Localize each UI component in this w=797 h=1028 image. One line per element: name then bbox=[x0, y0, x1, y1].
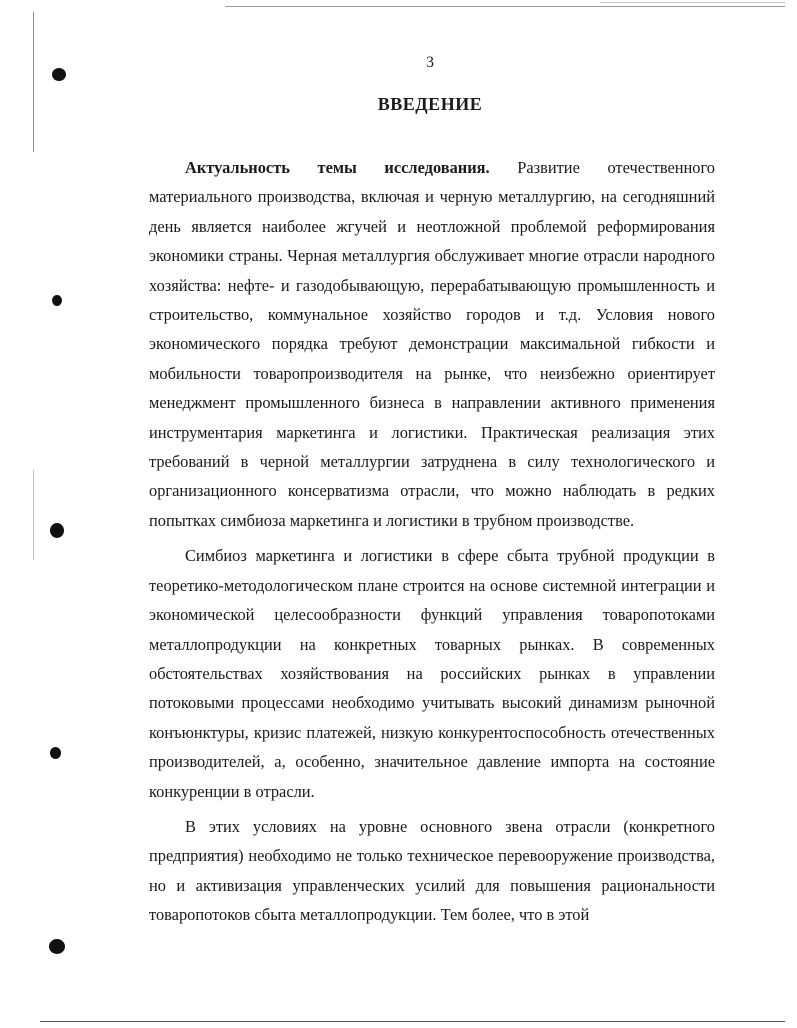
punch-hole-4 bbox=[50, 747, 61, 759]
paragraph-2: Симбиоз маркетинга и логистики в сфере сбыта трубной продукции в теоретико-методологическом плане строится на основе системной интеграции и экономической целесообразности функций управления товаропотоками металлопродукции на конкретных товарных рынках. В современных обстоятельствах хозяйствования на российских рынках в управлении потоковыми процессами необходимо учитывать высокий динамизм рыночной конъюнктуры, кризис платежей, низкую конкурентоспособность отечественных производителей, а, особенно, значительное давление импорта на состояние конкуренции в отрасли. bbox=[149, 546, 715, 801]
paragraph-3: В этих условиях на уровне основного звена отрасли (конкретного предприятия) необходимо не только техническое перевооружение производства, но и активизация управленческих усилий для повышения рациональности товаропотоков сбыта металлопродукции. Тем более, что в этой bbox=[149, 816, 715, 925]
scan-edge-bottom bbox=[40, 1021, 785, 1022]
paragraph-1-text: Развитие отечественного материального производства, включая и черную металлургию, на сегодняшний день является наиболее жгучей и неотложной проблемой реформирования экономики страны. Черная металлургия обслуживает многие отрасли народного хозяйства: нефте- и газодобывающую, перерабатывающую промышленность и строительство, коммунальное хозяйство городов и т.д. Условия нового экономического порядка требуют демонстрации максимальной гибкости и мобильности товаропроизводителя на рынке, что неизбежно ориентирует менеджмент промышленного бизнеса в направлении активного применения инструментария маркетинга и логистики. Практическая реализация этих требований в черной металлургии затруднена в силу технологического и организационного консерватизма отрасли, что можно наблюдать в редких попытках симбиоза маркетинга и логистики в трубном производстве. bbox=[149, 158, 715, 530]
punch-hole-3 bbox=[50, 523, 64, 538]
paragraph-1 bbox=[149, 153, 715, 535]
page-number: 3 bbox=[426, 54, 434, 71]
punch-hole-5 bbox=[49, 939, 65, 954]
scan-edge-top bbox=[225, 6, 785, 7]
scan-edge-left bbox=[33, 12, 34, 152]
punch-hole-2 bbox=[52, 295, 62, 306]
scan-edge-top-faint bbox=[600, 2, 785, 3]
paragraph-1-lead: Актуальность темы исследования. bbox=[185, 158, 490, 177]
page-title: ВВЕДЕНИЕ bbox=[377, 94, 483, 114]
scan-edge-left-lower bbox=[33, 470, 34, 560]
body-text bbox=[149, 153, 715, 936]
